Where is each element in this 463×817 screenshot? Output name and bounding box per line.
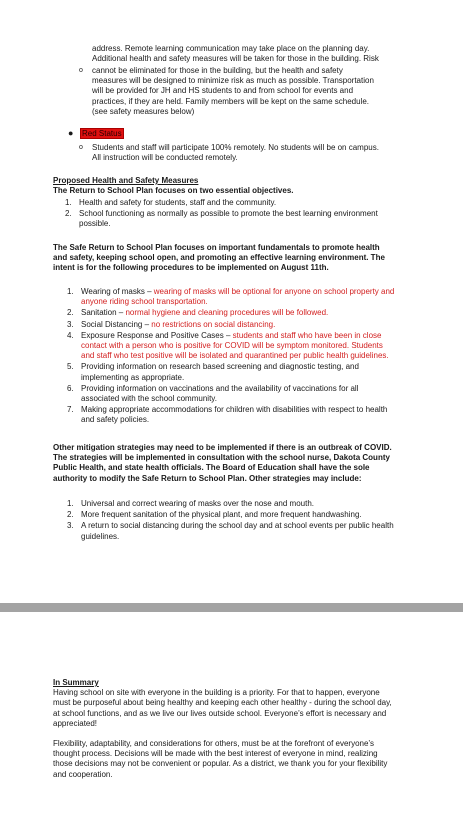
paragraph-spacer bbox=[53, 729, 428, 739]
list-item bbox=[67, 287, 421, 307]
procedure-detail: and staff who test positive will be isolated and quarantined per public health guidelines. bbox=[81, 351, 389, 361]
text-line: practices, if they are held. Family members will be kept on the same schedule. bbox=[92, 96, 370, 106]
objectives-list bbox=[65, 198, 419, 230]
text-line: and cooperation. bbox=[53, 769, 113, 779]
document-page-2 bbox=[0, 612, 463, 817]
text-line: address. Remote learning communication may take place on the planning day. bbox=[92, 44, 370, 53]
list-item bbox=[67, 330, 421, 362]
section-intro: The Return to School Plan focuses on two essential objectives. bbox=[53, 186, 294, 196]
text-line: Public Health, and state health officials. The Board of Education shall have the sole bbox=[53, 463, 370, 473]
mitigation-paragraph bbox=[53, 443, 428, 484]
summary-section bbox=[53, 678, 428, 780]
text-line: those decisions may not be convenient or popular. As a district, we thank you for your flexibility bbox=[53, 759, 388, 769]
section-heading: In Summary bbox=[53, 678, 99, 687]
list-number: 5. bbox=[67, 362, 74, 372]
text-line: Additional health and safety measures will be taken for those in the building. Risk bbox=[92, 54, 379, 64]
circle-bullet-icon: o bbox=[79, 144, 83, 151]
page-separator bbox=[0, 603, 463, 612]
list-item bbox=[65, 198, 419, 208]
text-line: (see safety measures below) bbox=[92, 106, 195, 116]
text-line: The strategies will be implemented in consultation with the school nurse, Dakota County bbox=[53, 453, 390, 463]
procedure-label: Wearing of masks – bbox=[81, 287, 154, 296]
list-number: 2. bbox=[67, 308, 74, 318]
procedure-detail: contact with a person who is positive for COVID will be symptom monitored. Students bbox=[81, 341, 383, 351]
section-heading: Proposed Health and Safety Measures bbox=[53, 176, 199, 185]
procedure-detail: students and staff who have been in close bbox=[232, 330, 382, 340]
text-line: authority to modify the Safe Return to School Plan. Other strategies may include: bbox=[53, 473, 362, 483]
red-status-description bbox=[79, 143, 422, 163]
list-item bbox=[67, 308, 421, 318]
text-line: intent is for the following procedures to be implemented on August 11th. bbox=[53, 263, 329, 273]
text-line: possible. bbox=[79, 219, 111, 229]
text-line: More frequent sanitation of the physical plant, and more frequent handwashing. bbox=[81, 510, 362, 520]
text-line: Having school on site with everyone in the building is a priority. For that to happen, everyone bbox=[53, 688, 380, 698]
fundamentals-paragraph bbox=[53, 243, 423, 274]
list-item bbox=[67, 405, 421, 425]
text-line: associated with the school community. bbox=[81, 394, 217, 404]
procedure-detail: normal hygiene and cleaning procedures will be followed. bbox=[125, 308, 329, 318]
list-item bbox=[67, 521, 426, 541]
sub-list-item bbox=[79, 66, 422, 117]
text-line: Health and safety for students, staff and the community. bbox=[79, 198, 277, 207]
list-item bbox=[67, 319, 421, 330]
bullet-icon: ● bbox=[68, 128, 74, 138]
list-number: 2. bbox=[65, 209, 72, 219]
list-item bbox=[67, 510, 426, 520]
text-line: Universal and correct wearing of masks over the nose and mouth. bbox=[81, 499, 315, 508]
list-number: 2. bbox=[67, 510, 74, 520]
list-number: 3. bbox=[67, 319, 74, 329]
list-number: 1. bbox=[67, 287, 74, 296]
text-line: at school functions, and as we live our lives outside school. Everyone’s effort is necessary and bbox=[53, 708, 387, 718]
text-line: must be purposeful about being healthy and keeping each other healthy - during the school day, bbox=[53, 698, 392, 708]
text-line: Providing information on vaccinations and the availability of vaccinations for all bbox=[81, 383, 359, 393]
text-line: and safety policies. bbox=[81, 415, 150, 425]
strategies-list bbox=[67, 499, 426, 542]
procedures-list bbox=[67, 287, 421, 426]
circle-bullet-icon: o bbox=[79, 67, 83, 74]
list-item bbox=[67, 362, 421, 382]
text-line: and safety, keeping school open, and promoting an effective learning environment. The bbox=[53, 253, 385, 263]
list-number: 1. bbox=[67, 499, 74, 508]
text-line: implementing as appropriate. bbox=[81, 372, 185, 382]
text-line: School functioning as normally as possible to promote the best learning environment bbox=[79, 209, 378, 219]
list-number: 3. bbox=[67, 521, 74, 531]
text-line: thought process. Decisions will be made with the best interest of everyone in mind, realizing bbox=[53, 749, 378, 759]
list-number: 6. bbox=[67, 383, 74, 393]
text-line: appreciated! bbox=[53, 718, 98, 728]
green-status-continuation bbox=[92, 44, 432, 64]
text-line: Flexibility, adaptability, and considerations for others, must be at the forefront of everyone’s bbox=[53, 739, 375, 749]
procedure-label: Exposure Response and Positive Cases – bbox=[81, 330, 233, 340]
text-line: A return to social distancing during the school day and at school events per public health bbox=[81, 521, 394, 531]
list-item bbox=[67, 383, 421, 404]
text-line: Providing information on research based screening and diagnostic testing, and bbox=[81, 362, 359, 372]
red-status-label bbox=[80, 129, 124, 139]
procedure-label: Social Distancing – bbox=[81, 319, 152, 329]
list-number: 7. bbox=[67, 405, 74, 415]
text-line: measures will be designed to minimize risk as much as possible. Transportation bbox=[92, 76, 374, 86]
text-line: All instruction will be conducted remotely. bbox=[92, 153, 238, 163]
list-item bbox=[65, 209, 419, 229]
text-line: Other mitigation strategies may need to be implemented if there is an outbreak of COVID. bbox=[53, 443, 392, 452]
procedure-label: Sanitation – bbox=[81, 308, 126, 318]
text-line: The Safe Return to School Plan focuses on important fundamentals to promote health bbox=[53, 243, 380, 252]
list-number: 4. bbox=[67, 330, 74, 340]
list-item bbox=[67, 499, 426, 509]
text-line: Making appropriate accommodations for children with disabilities with respect to health bbox=[81, 405, 388, 415]
procedure-detail: no restrictions on social distancing. bbox=[151, 319, 276, 329]
procedure-detail: anyone riding school transportation. bbox=[81, 297, 208, 307]
text-line: Students and staff will participate 100% remotely. No students will be on campus. bbox=[92, 143, 379, 152]
list-number: 1. bbox=[65, 198, 72, 207]
text-line: guidelines. bbox=[81, 531, 120, 541]
procedure-detail: wearing of masks will be optional for anyone on school property and bbox=[153, 287, 395, 296]
text-line: cannot be eliminated for those in the building, but the health and safety bbox=[92, 66, 343, 75]
text-line: will be provided for JH and HS students to and from school for events and bbox=[92, 86, 354, 96]
measures-section bbox=[53, 176, 423, 196]
red-status-badge: Red Status bbox=[82, 129, 122, 138]
